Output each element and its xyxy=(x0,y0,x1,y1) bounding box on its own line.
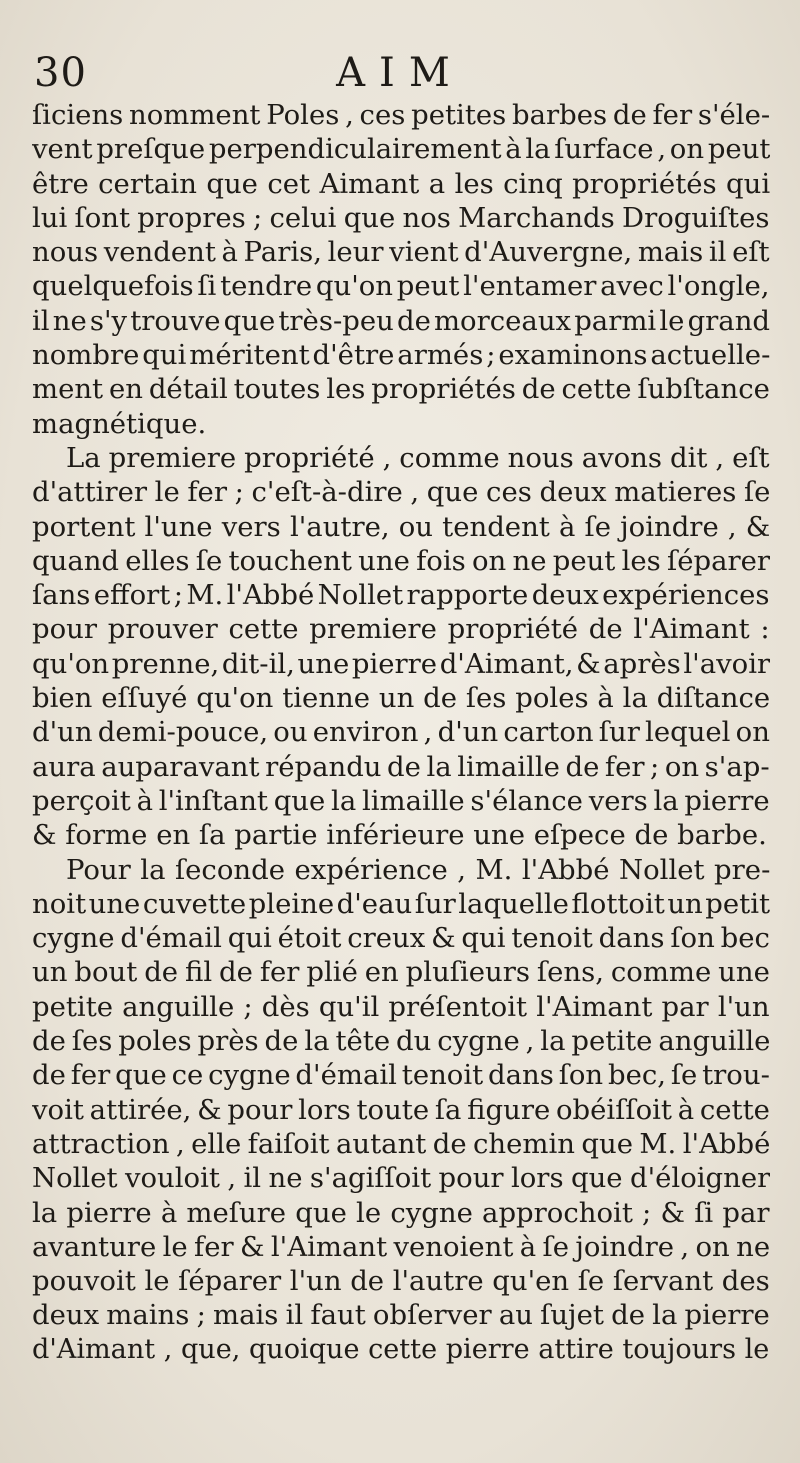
text-line: la pierre à meſure que le cygne approchoit ; & ſi par xyxy=(32,1196,770,1229)
text-line: bien eſſuyé qu'on tienne un de ſes poles à la diſtance xyxy=(32,682,770,715)
text-line: être certain que cet Aimant a les cinq propriétés qui xyxy=(32,167,770,200)
text-line: perçoit à l'inſtant que la limaille s'élance vers la pierre xyxy=(32,784,770,817)
text-line: noit une cuvette pleine d'eau ſur laquelle flottoit un petit xyxy=(32,887,770,920)
text-line: nous vendent à Paris, leur vient d'Auvergne, mais il eſt xyxy=(32,236,770,269)
text-line: d'attirer le fer ; c'eſt-à-dire , que ces deux matieres ſe xyxy=(32,476,770,509)
text-line: ſiciens nomment Poles , ces petites barbes de fer s'éle- xyxy=(32,99,770,131)
text-line: ment en détail toutes les propriétés de cette ſubſtance xyxy=(32,373,770,406)
text-line: avanture le fer & l'Aimant venoient à ſe joindre , on ne xyxy=(32,1230,770,1263)
text-line: pour prouver cette premiere propriété de l'Aimant : xyxy=(32,613,770,646)
text-line: pouvoit le ſéparer l'un de l'autre qu'en ſe ſervant des xyxy=(32,1265,770,1298)
text-line: de fer que ce cygne d'émail tenoit dans ſon bec, ſe trou- xyxy=(32,1059,770,1092)
text-line: magnétique. xyxy=(32,407,207,440)
text-line: aura auparavant répandu de la limaille de fer ; on s'ap- xyxy=(32,750,770,783)
text-line: La premiere propriété , comme nous avons dit , eſt xyxy=(66,441,770,474)
text-line: & forme en ſa partie inférieure une eſpece de barbe. xyxy=(32,819,767,852)
text-line: ſans effort ; M. l'Abbé Nollet rapporte deux expériences xyxy=(32,579,770,612)
paragraph xyxy=(32,98,770,441)
text-line: un bout de fil de fer plié en pluſieurs ſens, comme une xyxy=(32,956,770,989)
running-head xyxy=(28,44,772,104)
text-line: d'un demi-pouce, ou environ , d'un carton ſur lequel on xyxy=(32,716,770,749)
text-line: de ſes poles près de la tête du cygne , la petite anguille xyxy=(32,1025,770,1058)
text-line: vent preſque perpendiculairement à la ſurface , on peut xyxy=(32,133,770,166)
running-title: AIM xyxy=(336,50,464,96)
text-line: petite anguille ; dès qu'il préſentoit l'Aimant par l'un xyxy=(32,990,770,1023)
text-line: attraction , elle faiſoit autant de chemin que M. l'Abbé xyxy=(32,1127,770,1160)
text-line: Nollet vouloit , il ne s'agiſſoit pour lors que d'éloigner xyxy=(32,1162,770,1195)
text-line: portent l'une vers l'autre, ou tendent à ſe joindre , & xyxy=(32,510,770,543)
text-line: quand elles ſe touchent une fois on ne peut les ſéparer xyxy=(32,544,770,577)
body-text xyxy=(32,98,770,1367)
text-line: qu'on prenne, dit-il, une pierre d'Aimant, & après l'avoir xyxy=(32,647,770,680)
paragraph xyxy=(32,853,770,1367)
text-line: quelquefois ſi tendre qu'on peut l'entamer avec l'ongle, xyxy=(32,270,770,303)
text-line: nombre qui méritent d'être armés ; examinons actuelle- xyxy=(32,339,770,372)
text-line: cygne d'émail qui étoit creux & qui tenoit dans ſon bec xyxy=(32,922,770,955)
paragraph xyxy=(32,441,770,853)
text-line: deux mains ; mais il faut obſerver au ſujet de la pierre xyxy=(32,1299,770,1332)
text-line: voit attirée, & pour lors toute ſa figure obéiſſoit à cette xyxy=(32,1093,770,1126)
text-line: d'Aimant , que, quoique cette pierre attire toujours le xyxy=(32,1333,770,1365)
page-number: 30 xyxy=(34,50,87,96)
text-line: Pour la ſeconde expérience , M. l'Abbé Nollet pre- xyxy=(66,853,770,886)
text-line: il ne s'y trouve que très-peu de morceaux parmi le grand xyxy=(32,304,770,337)
text-line: lui ſont propres ; celui que nos Marchands Droguiſtes xyxy=(32,201,770,234)
